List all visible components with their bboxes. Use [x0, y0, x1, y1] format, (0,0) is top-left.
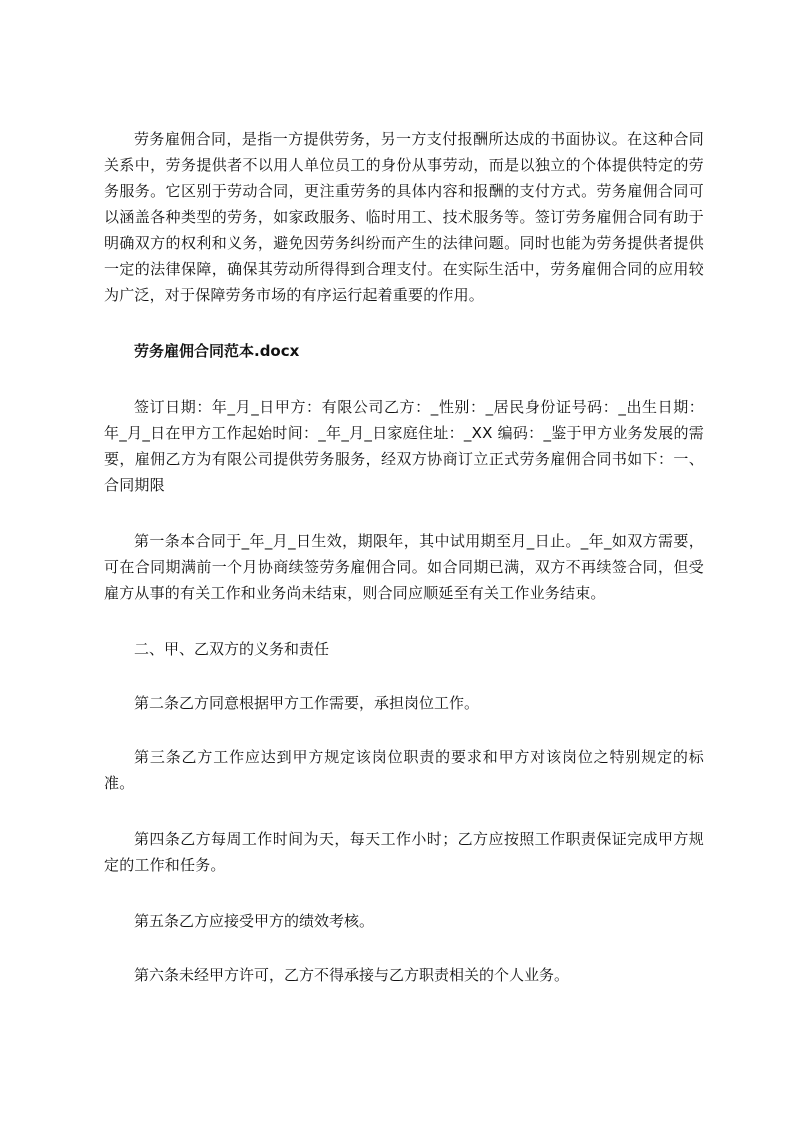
- document-file-title: 劳务雇佣合同范本.docx: [134, 342, 300, 360]
- section-2-heading: 二、甲、乙双方的义务和责任: [134, 640, 330, 658]
- article-5-paragraph: 第五条乙方应接受甲方的绩效考核。: [134, 912, 375, 930]
- intro-paragraph: 劳务雇佣合同，是指一方提供劳务，另一方支付报酬所达成的书面协议。在这种合同关系中，劳务提供者不以用人单位员工的身份从事劳动，而是以独立的个体提供特定的劳务服务。它区别于劳动合同，更注重劳务的具体内容和报酬的支付方式。劳务雇佣合同可以涵盖各种类型的劳务，如家政服务、临时用工、技术服务等。签订劳务雇佣合同有助于明确双方的权利和义务，避免因劳务纠纷而产生的法律问题。同时也能为劳务提供者提供一定的法律保障，确保其劳动所得得到合理支付。在实际生活中，劳务雇佣合同的应用较为广泛，对于保障劳务市场的有序运行起着重要的作用。: [104, 130, 704, 304]
- article-4-paragraph: 第四条乙方每周工作时间为天，每天工作小时；乙方应按照工作职责保证完成甲方规定的工作和任务。: [104, 830, 704, 874]
- document-body: [104, 126, 704, 988]
- article-3-paragraph: 第三条乙方工作应达到甲方规定该岗位职责的要求和甲方对该岗位之特别规定的标准。: [104, 748, 704, 792]
- article-6-paragraph: 第六条未经甲方许可，乙方不得承接与乙方职责相关的个人业务。: [134, 966, 570, 984]
- article-1-paragraph: 第一条本合同于_年_月_日生效，期限年，其中试用期至月_日止。_年_如双方需要，可在合同期满前一个月协商续签劳务雇佣合同。如合同期已满，双方不再续签合同，但受雇方从事的有关工作和业务尚未结束，则合同应顺延至有关工作业务结束。: [104, 532, 704, 602]
- article-2-paragraph: 第二条乙方同意根据甲方工作需要，承担岗位工作。: [134, 694, 480, 712]
- preamble-paragraph: 签订日期：年_月_日甲方：有限公司乙方：_性别：_居民身份证号码：_出生日期：年_月_日在甲方工作起始时间：_年_月_日家庭住址：_XX 编码：_鉴于甲方业务发展的需要，雇佣乙方为有限公司提供劳务服务，经双方协商订立正式劳务雇佣合同书如下：一、合同期限: [104, 398, 704, 494]
